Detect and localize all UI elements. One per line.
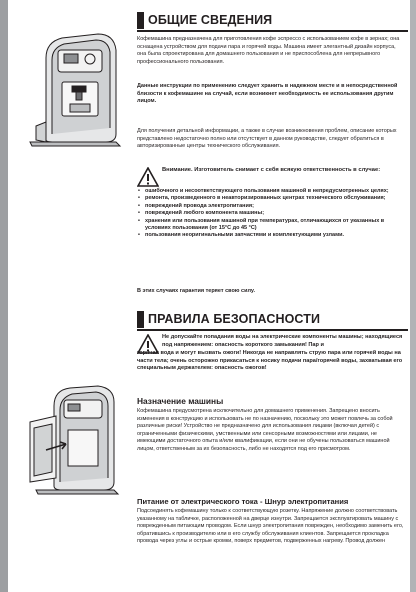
list-item: • ремонта, произведенного в неавторизированных центрах технического обслуживания; xyxy=(137,195,405,202)
list-item: • ошибочного и несоответствующего пользования машиной в непредусмотренных целях; xyxy=(137,188,405,195)
section-title-general xyxy=(137,12,408,32)
list-item: • хранения или пользования машиной при температурах, отличающихся от указанных в условиях пользования (от 15°С до 45 °С) xyxy=(137,218,405,233)
power-text: Подсоединять кофемашину только к соответствующую розетку. Напряжение должно соответствовать указанному на табличке, расположенной на дверце изнутри. Запрещается эксплуатировать машину с поврежденным питающим проводом. Если шнур электропитания поврежден, необходимо заменить его, обратившись к производителю или в его службу обслуживания клиентов. Запрещается прокладка провода через углы и острые кромки, поверх предметов, подверженных нагреву. Провод должен xyxy=(137,508,404,545)
section-title-safety-text: ПРАВИЛА БЕЗОПАСНОСТИ xyxy=(148,312,321,326)
general-intro: Кофемашина предназначена для приготовления кофе эспрессо с использованием кофе в зернах; она оснащена устройством для подачи пара и горячей воды. Машина имеет элегантный дизайн корпуса, она была спроектирована для домашнего пользования и не приспособлена для непрерывного профессионального пользования. xyxy=(137,36,400,65)
coffee-machine-illustration xyxy=(28,30,124,148)
purpose-text: Кофемашина предусмотрена исключительно для домашнего применения. Запрещено вносить изменения в конструкцию и использовать не по назначению, поскольку это может повлечь за собой различные риски! Устройство не предназначено для использования лицами (включая детей) с ограниченными физическими, умственными или сенсорными возможностями или лицами, не имеющими достаточного опыта и/или квалификации, если они не обучены пользоваться машиной лицом, ответственным за их безопасность, либо не находятся под его присмотром. xyxy=(137,408,393,452)
general-instructions: Данные инструкции по применению следует хранить в надежном месте и в непосредственной близости к кофемашине на случай, если возникнет необходимость ее использования другим лицом. xyxy=(137,83,398,105)
coffee-machine-open-illustration xyxy=(26,382,126,496)
section-title-safety xyxy=(137,311,408,331)
guarantee-note: В этих случаях гарантия теряет свою силу. xyxy=(137,288,255,294)
power-title: Питание от электрического тока - Шнур электропитания xyxy=(137,497,349,506)
warning-list xyxy=(137,188,405,240)
safety-warning-rest: горячая вода и могут вызвать ожоги! Никогда не направлять струю пара или горячей воды на части тела; очень осторожно прикасаться к носику подачи пара/горячей воды, захватывая его специальным держателем: опасность ожогов! xyxy=(137,350,403,372)
safety-warning-line1: Не допускайте попадания воды на электрические компоненты машины; находящиеся под напряжением: опасность короткого замыкания! Пар и xyxy=(162,334,403,348)
list-item: • пользования неоригинальными запчастями и комплектующими узлами. xyxy=(137,232,405,239)
purpose-title: Назначение машины xyxy=(137,396,224,406)
right-margin-bar xyxy=(410,0,416,592)
warning-triangle-icon xyxy=(137,167,159,187)
section-title-general-text: ОБЩИЕ СВЕДЕНИЯ xyxy=(148,13,273,27)
general-info: Для получения детальной информации, а также в случае возникновения проблем, описание которых представлено недостаточно полно или отсутствует в данном руководстве, следует обратиться в авторизированные центры технического обслуживания. xyxy=(137,128,397,150)
left-margin-bar xyxy=(0,0,8,592)
list-item: • повреждений любого компонента машины; xyxy=(137,210,405,217)
warning-title: Внимание. Изготовитель снимает с себя всякую ответственность в случае: xyxy=(162,167,381,173)
list-item: • повреждений провода электропитания; xyxy=(137,203,405,210)
